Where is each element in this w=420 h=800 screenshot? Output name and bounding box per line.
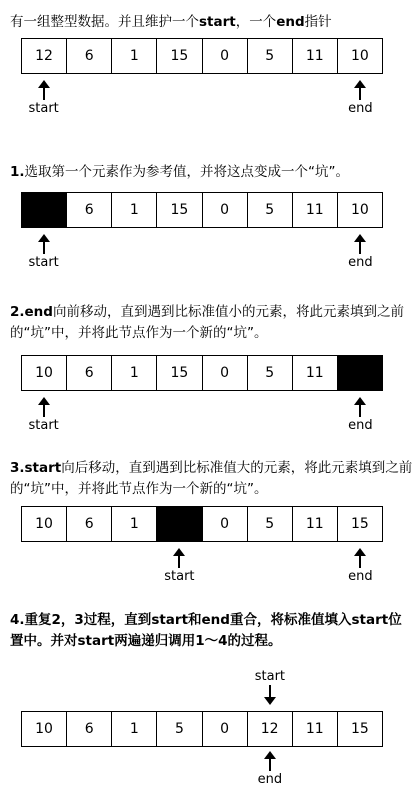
up-arrow-icon: [37, 234, 51, 254]
array-cell: 10: [22, 507, 67, 541]
step-caption-3: [10, 458, 415, 500]
pit-cell: [338, 356, 382, 390]
array-cell: 1: [112, 507, 157, 541]
array-cell: 11: [293, 356, 338, 390]
array-row: [21, 506, 383, 542]
caption-text: ，一个: [235, 14, 277, 30]
array-cell: 6: [67, 507, 112, 541]
up-arrow-icon: [353, 234, 367, 254]
array-cell: 6: [67, 356, 112, 390]
pointer-label: start: [28, 418, 59, 433]
array-cell: 5: [248, 507, 293, 541]
caption-keyword: start: [151, 612, 189, 628]
array-cell: 1: [112, 39, 157, 73]
array-cell: 10: [351, 48, 369, 64]
caption-text: 向后移动，直到遇到比标准值大的元素，将此元素填到之前的“坑”中，并将此节点作为一个新的“坑”。: [10, 460, 413, 497]
array-cell: 1: [112, 193, 157, 227]
pit-cell: [22, 193, 67, 227]
caption-text: 和: [188, 612, 202, 628]
up-arrow-icon: [263, 751, 277, 771]
array-cell: 11: [293, 193, 338, 227]
caption-keyword: 2.end: [10, 304, 53, 320]
array-cell: 10: [351, 202, 369, 218]
array-cell: 0: [203, 507, 248, 541]
array-cell: 11: [293, 39, 338, 73]
array-cell: 0: [203, 193, 248, 227]
start-pointer: [149, 548, 209, 585]
array-cell: 6: [67, 39, 112, 73]
array-cell: 0: [203, 712, 248, 746]
pointer-label: end: [348, 255, 373, 270]
pointer-label: end: [348, 569, 373, 584]
pointer-label: end: [348, 101, 373, 116]
caption-keyword: start: [199, 14, 236, 30]
up-arrow-icon: [37, 80, 51, 100]
pit-cell: [157, 507, 202, 541]
array-cell: 15: [157, 356, 202, 390]
array-cell: 0: [203, 356, 248, 390]
step-caption-intro: [10, 12, 415, 33]
step-caption-2: [10, 302, 415, 344]
pointer-label: end: [348, 418, 373, 433]
up-arrow-icon: [172, 548, 186, 568]
step-caption-4: [10, 610, 415, 652]
up-arrow-icon: [353, 397, 367, 417]
pointer-label: start: [164, 569, 195, 584]
array-cell: 10: [22, 712, 67, 746]
array-cell: 6: [67, 193, 112, 227]
start-pointer: [14, 80, 74, 117]
caption-keyword: start: [77, 633, 115, 649]
up-arrow-icon: [353, 80, 367, 100]
end-pointer: [240, 751, 300, 788]
start-pointer: [14, 234, 74, 271]
caption-text: 4.重复2，3过程，直到: [10, 612, 152, 628]
step-caption-1: [10, 162, 415, 183]
end-pointer: [330, 397, 390, 434]
start-pointer: [240, 668, 300, 705]
array-row: [21, 355, 383, 391]
array-cell: 12: [248, 712, 293, 746]
array-cell: 15: [351, 721, 369, 737]
pointer-label: end: [257, 772, 283, 787]
caption-text: 两遍递归调用1～4的过程。: [114, 633, 282, 649]
caption-text: 向前移动，直到遇到比标准值小的元素，将此元素填到之前的“坑”中，并将此节点作为一个新的“坑”。: [10, 304, 404, 341]
start-pointer: [14, 397, 74, 434]
caption-keyword: end: [276, 14, 305, 30]
array-cell: 6: [67, 712, 112, 746]
down-arrow-icon: [263, 685, 277, 705]
caption-keyword: start: [351, 612, 389, 628]
array-cell: 10: [22, 356, 67, 390]
up-arrow-icon: [353, 548, 367, 568]
caption-text: 选取第一个元素作为参考值，并将这点变成一个“坑”。: [24, 164, 350, 180]
caption-text: 指针: [304, 14, 332, 30]
caption-keyword: 3.start: [10, 460, 62, 476]
array-cell: 12: [22, 39, 67, 73]
array-row: [21, 711, 383, 747]
array-cell: 0: [203, 39, 248, 73]
array-cell: 5: [157, 712, 202, 746]
array-cell: 1: [112, 712, 157, 746]
pointer-label: start: [28, 101, 59, 116]
caption-text: 重合，将标准值填入: [229, 612, 352, 628]
array-cell: 15: [351, 516, 369, 532]
pointer-label: start: [254, 669, 286, 684]
array-row: [21, 38, 383, 74]
array-cell: 11: [293, 507, 338, 541]
pointer-label: start: [28, 255, 59, 270]
end-pointer: [330, 234, 390, 271]
up-arrow-icon: [37, 397, 51, 417]
caption-text: 位置中。并对: [10, 612, 402, 649]
array-cell: 11: [293, 712, 338, 746]
array-cell: 5: [248, 193, 293, 227]
array-cell: 15: [157, 193, 202, 227]
end-pointer: [330, 548, 390, 585]
caption-keyword: end: [201, 612, 230, 628]
end-pointer: [330, 80, 390, 117]
caption-keyword: 1.: [10, 164, 25, 180]
caption-text: 有一组整型数据。并且维护一个: [10, 14, 199, 30]
array-cell: 1: [112, 356, 157, 390]
array-cell: 5: [248, 356, 293, 390]
array-cell: 15: [157, 39, 202, 73]
array-row: [21, 192, 383, 228]
array-cell: 5: [248, 39, 293, 73]
